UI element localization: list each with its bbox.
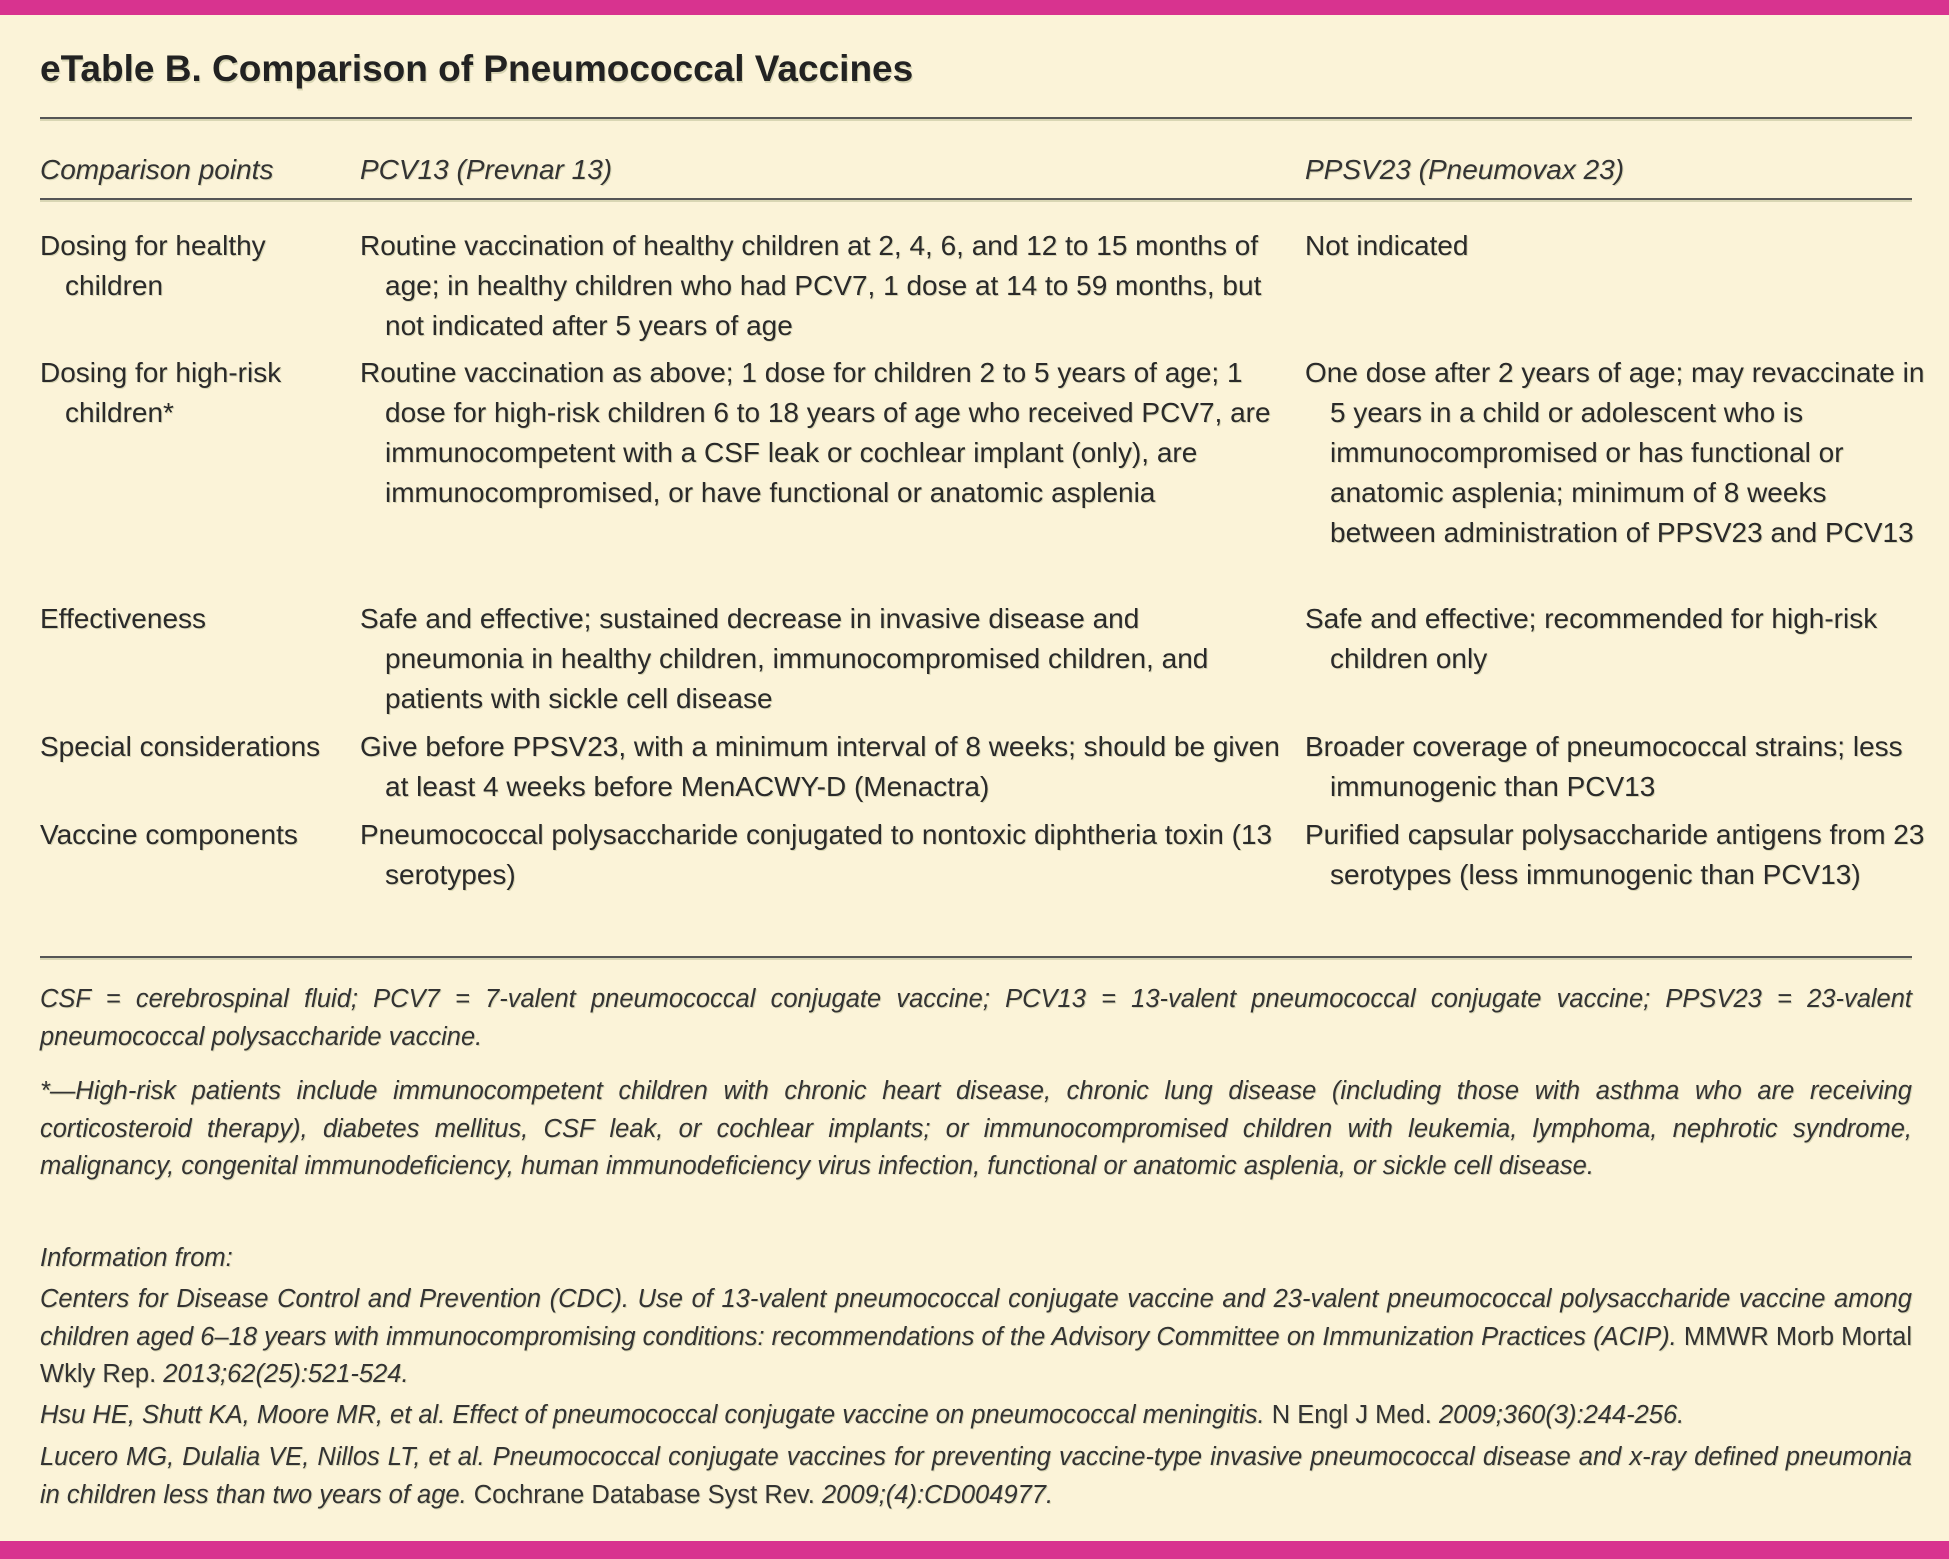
reference-text: Hsu HE, Shutt KA, Moore MR, et al. Effect of pneumococcal conjugate vaccine on pneumococcal meningitis. [40, 1401, 1265, 1429]
pcv13-cell: Pneumococcal polysaccharide conjugated to nontoxic diphtheria toxin (13 serotypes) [360, 819, 1273, 890]
comparison-point: Vaccine components [40, 819, 298, 850]
pcv13-cell: Routine vaccination of healthy children at 2, 4, 6, and 12 to 15 months of age; in healthy children who had PCV7, 1 dose at 14 to 59 months, but not indicated after 5 years of age [360, 230, 1262, 341]
reference-item [40, 1439, 1912, 1514]
table-title: eTable B. Comparison of Pneumococcal Vaccines [40, 48, 914, 89]
pcv13-cell: Give before PPSV23, with a minimum interval of 8 weeks; should be given at least 4 weeks before MenACWY-D (Menactra) [360, 731, 1280, 802]
high-risk-footnote: *—High-risk patients include immunocompetent children with chronic heart disease, chronic lung disease (including those with asthma who are receiving corticosteroid therapy), diabetes mellitus, CSF leak, or cochlear implants; or immunocompromised children with leukemia, lymphoma, nephrotic syndrome, malignancy, congenital immunodeficiency, human immunodeficiency virus infection, functional or anatomic asplenia, or sickle cell disease. [40, 1077, 1912, 1180]
reference-citation: 2009;(4):CD004977. [821, 1480, 1054, 1509]
comparison-point: Special considerations [40, 731, 321, 762]
abbreviations-footnote: CSF = cerebrospinal fluid; PCV7 = 7-valent pneumococcal conjugate vaccine; PCV13 = 13-valent pneumococcal conjugate vaccine; PPSV23 = 23-valent pneumococcal polysaccharide vaccine. [40, 985, 1912, 1051]
reference-text: Lucero MG, Dulalia VE, Nillos LT, et al. Pneumococcal conjugate vaccines for preventing vaccine-type invasive pneumococcal disease and x-ray defined pneumonia in children less than two years of age. [40, 1443, 1912, 1509]
header-ppsv23: PPSV23 (Pneumovax 23) [1305, 154, 1625, 185]
ppsv23-cell: Purified capsular polysaccharide antigens from 23 serotypes (less immunogenic than PCV13) [1305, 819, 1925, 890]
comparison-point: Dosing for healthy children [40, 230, 266, 301]
reference-citation: 2013;62(25):521-524. [163, 1360, 409, 1388]
ppsv23-cell: Safe and effective; recommended for high-risk children only [1305, 603, 1878, 674]
reference-item [40, 1397, 1912, 1435]
reference-text: Centers for Disease Control and Prevention (CDC). Use of 13-valent pneumococcal conjugate vaccine and 23-valent pneumococcal polysaccharide vaccine among children aged 6–18 years with immunocompromising conditions: recommendations of the Advisory Committee on Immunization Practices (ACIP). [40, 1285, 1912, 1351]
top-accent-bar [0, 0, 1949, 15]
bottom-accent-bar [0, 1541, 1949, 1559]
ppsv23-cell: Broader coverage of pneumococcal strains; less immunogenic than PCV13 [1305, 731, 1903, 802]
reference-citation: 2009;360(3):244-256. [1438, 1401, 1685, 1429]
comparison-point: Effectiveness [40, 603, 207, 634]
header-pcv13: PCV13 (Prevnar 13) [360, 154, 613, 185]
reference-item [40, 1281, 1912, 1394]
pcv13-cell: Routine vaccination as above; 1 dose for children 2 to 5 years of age; 1 dose for high-risk children 6 to 18 years of age who received PCV7, are immunocompetent with a CSF leak or cochlear implant (only), are immunocompromised, or have functional or anatomic asplenia [360, 357, 1271, 508]
header-rule [40, 198, 1912, 200]
reference-journal: Cochrane Database Syst Rev. [473, 1480, 815, 1509]
table-bottom-rule [40, 956, 1912, 958]
ppsv23-cell: One dose after 2 years of age; may revaccinate in 5 years in a child or adolescent who is immunocompromised or has functional or anatomic asplenia; minimum of 8 weeks between administration of PPSV23 and PCV13 [1305, 357, 1925, 548]
comparison-point: Dosing for high-risk children* [40, 357, 282, 428]
header-comparison-points: Comparison points [40, 154, 274, 185]
pcv13-cell: Safe and effective; sustained decrease in invasive disease and pneumonia in healthy children, immunocompromised children, and patients with sickle cell disease [360, 603, 1209, 714]
reference-journal: MMWR Morb Mortal Wkly Rep. [40, 1322, 1912, 1388]
information-from-label: Information from: [40, 1244, 233, 1272]
reference-journal: N Engl J Med. [1271, 1401, 1432, 1429]
title-rule [40, 117, 1912, 119]
ppsv23-cell: Not indicated [1305, 230, 1469, 261]
